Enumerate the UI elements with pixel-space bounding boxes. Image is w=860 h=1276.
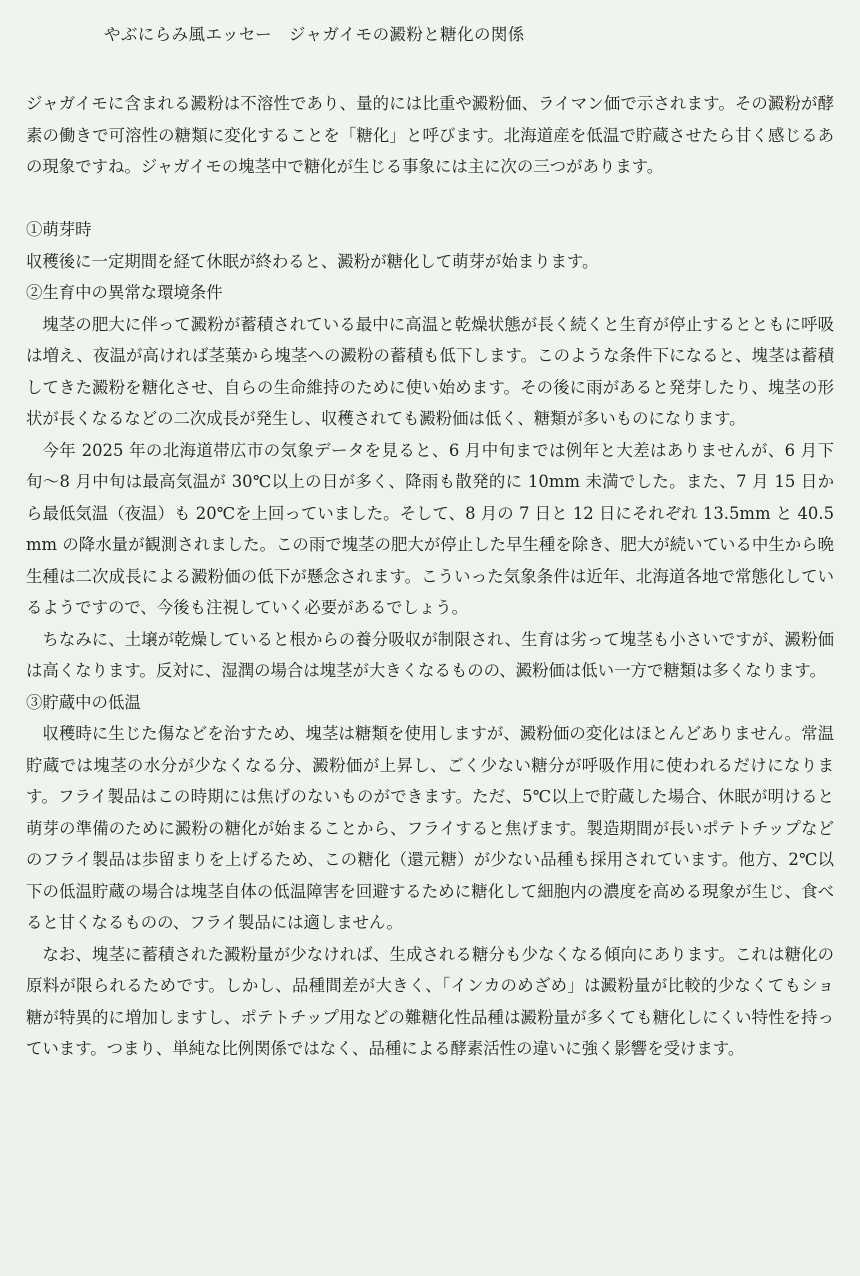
variety-difference-paragraph: なお、塊茎に蓄積された澱粉量が少なければ、生成される糖分も少なくなる傾向にあります。これは糖化の原料が限られるためです。しかし、品種間差が大きく、「インカのめざめ」は澱粉量が比較的少なくてもショ糖が特異的に増加しますし、ポテトチップ用などの難糖化性品種は澱粉量が多くても糖化しにくい特性を持っています。つまり、単純な比例関係ではなく、品種による酵素活性の違いに強く影響を受けます。 [26,944,834,1058]
growth-conditions-paragraph: 塊茎の肥大に伴って澱粉が蓄積されている最中に高温と乾燥状態が長く続くと生育が停止するとともに呼吸は増え、夜温が高ければ茎葉から塊茎への澱粉の蓄積も低下します。このような条件下になると、塊茎は蓄積してきた澱粉を糖化させ、自らの生命維持のために使い始めます。その後に雨があると発芽したり、塊茎の形状が長くなるなどの二次成長が発生し、収穫されても澱粉価は低く、糖類が多いものになります。 [26,314,834,428]
essay-body [26,88,834,1065]
section-heading-sprouting: ①萌芽時 [26,220,92,239]
intro-paragraph: ジャガイモに含まれる澱粉は不溶性であり、量的には比重や澱粉価、ライマン価で示されます。その澱粉が酵素の働きで可溶性の糖類に変化することを「糖化」と呼びます。北海道産を低温で貯蔵させたら甘く感じるあの現象ですね。ジャガイモの塊茎中で糖化が生じる事象には主に次の三つがあります。 [26,94,834,176]
section-heading-growth-conditions: ②生育中の異常な環境条件 [26,283,223,302]
sprouting-paragraph: 収穫後に一定期間を経て休眠が終わると、澱粉が糖化して萌芽が始まります。 [26,251,599,271]
essay-title: やぶにらみ風エッセー ジャガイモの澱粉と糖化の関係 [104,25,525,44]
storage-paragraph: 収穫時に生じた傷などを治すため、塊茎は糖類を使用しますが、澱粉価の変化はほとんどありません。常温貯蔵では塊茎の水分が少なくなる分、澱粉価が上昇し、ごく少ない糖分が呼吸作用に使われるだけになります。フライ製品はこの時期には焦げのないものができます。ただ、5℃以上で貯蔵した場合、休眠が明けると萌芽の準備のために澱粉の糖化が始まることから、フライすると焦げます。製造期間が長いポテトチップなどのフライ製品は歩留まりを上げるため、この糖化（還元糖）が少ない品種も採用されています。他方、2℃以下の低温貯蔵の場合は塊茎自体の低温障害を回避するために糖化して細胞内の濃度を高める現象が生じ、食べると甘くなるものの、フライ製品には適しません。 [26,724,834,932]
section-heading-low-temperature-storage: ③貯蔵中の低温 [26,692,141,712]
soil-moisture-paragraph: ちなみに、土壌が乾燥していると根からの養分吸収が制限され、生育は劣って塊茎も小さいですが、澱粉価は高くなります。反対に、湿潤の場合は塊茎が大きくなるものの、澱粉価は低い一方で糖類は多くなります。 [26,629,834,680]
weather-data-paragraph: 今年 2025 年の北海道帯広市の気象データを見ると、6 月中旬までは例年と大差はありませんが、6 月下旬〜8 月中旬は最高気温が 30℃以上の日が多く、降雨も散発的に 10mm 未満でした。また、7 月 15 日から最低気温（夜温）も 20℃を上回っていました。そして、8 月の 7 日と 12 日にそれぞれ 13.5mm と 40.5mm の降水量が観測されました。この雨で塊茎の肥大が停止した早生種を除き、肥大が続いている中生から晩生種は二次成長による澱粉価の低下が懸念されます。こういった気象条件は近年、北海道各地で常態化しているようですので、今後も注視していく必要があるでしょう。 [26,440,834,617]
